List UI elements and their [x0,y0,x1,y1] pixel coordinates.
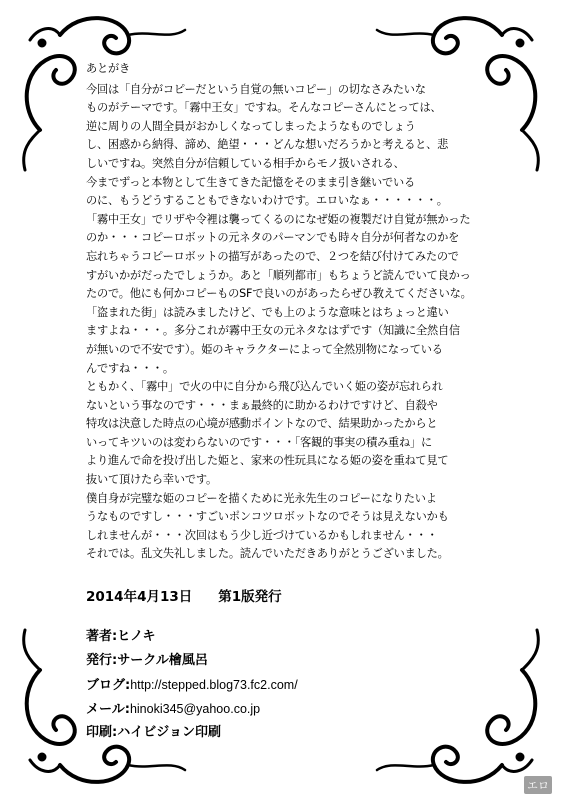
afterword-line: それでは。乱文失礼しました。読んでいただきありがとうございました。 [86,547,449,561]
afterword-line: より進んで命を投げ出した姫と、家来の性玩具になる姫の姿を重ねて見て [86,454,449,468]
afterword-heading: あとがき [86,62,130,75]
printer-label: 印刷: [86,725,118,740]
afterword-line: ともかく、「霧中」で火の中に自分から飛び込んでいく姫の姿が忘れられ [86,380,443,394]
afterword-line: 特攻は決意した時点の心境が感動ポイントなので、結果助かったからと [86,417,438,431]
corner-ornament-bottom-right [377,630,538,782]
afterword-line: が無いので不安です）。姫のキャラクターによって全然別物になっている [86,342,443,356]
afterword-line: のか・・・コピーロボットの元ネタのパーマンでも時々自分が何者なのかを [86,231,460,245]
afterword-line: ないという事なのです・・・まぁ最終的に助かるわけですけど、自殺や [86,398,438,412]
afterword-line: し、困惑から納得、諦め、絶望・・・どんな想いだろうかと考えると、悲 [86,138,449,152]
printer-name: ハイビジョン印刷 [117,725,221,740]
afterword-line: 忘れちゃうコピーロボットの描写があったので、２つを結び付けてみたので [86,249,459,263]
afterword-line: いってキツいのは変わらないのです・・・「客観的事実の積み重ね」に [86,435,433,449]
afterword-line: 僕自身が完璧な姫のコピーを描くために光永先生のコピーになりたいよ [86,491,437,505]
afterword-line: 「盗まれた街」は読みましたけど、でも上のような意味とはちょっと違い [86,305,449,319]
colophon-blog [86,673,298,697]
afterword-line: のに、もうどうすることもできないわけです。エロいなぁ・・・・・・。 [86,194,448,208]
afterword-line: んですね・・・。 [86,361,174,375]
colophon-author [86,625,298,649]
blog-label: ブログ: [86,678,131,693]
author-label: 著者: [86,629,118,644]
edition-date: 2014年4月13日 [86,589,193,605]
colophon-publisher [86,649,298,673]
publisher-name: サークル檜風呂 [117,653,208,668]
blog-url: http://stepped.blog73.fc2.com/ [130,678,298,692]
colophon [86,625,298,745]
mail-label: メール: [86,702,130,717]
afterword-line: しいですね。突然自分が信頼している相手からモノ扱いされる、 [86,156,405,170]
colophon-printer [86,721,298,745]
afterword-line: うなものですし・・・すごいポンコツロボットなのでそうは見えないかも [86,510,449,524]
publisher-label: 発行: [86,653,118,668]
afterword-section [86,60,526,564]
afterword-line: すがいかがだったでしょうか。あと「順列都市」もちょうど読んでいて良かっ [86,268,471,282]
author-name: ヒノキ [117,629,156,644]
edition-label: 第1版発行 [218,589,282,605]
afterword-line: しれませんが・・・次回はもう少し近づけているかもしれません・・・ [86,528,438,542]
afterword-line: 逆に周りの人間全員がおかしくなってしまったようなものでしょう [86,119,416,133]
afterword-body [86,81,526,564]
afterword-line: ものがテーマです。「霧中王女」ですね。そんなコピーさんにとっては、 [86,101,442,115]
afterword-line: 「霧中王女」でリザや令裡は襲ってくるのになぜ姫の複製だけ自覚が無かった [86,212,471,226]
watermark-badge: エロ [524,776,552,794]
colophon-mail [86,697,298,721]
afterword-line: たので。他にも何かコピーものSFで良いのがあったらぜひ教えてくださいな。 [86,287,472,301]
afterword-line: ますよね・・・。多分これが霧中王女の元ネタなはずです（知識に全然自信 [86,324,460,338]
afterword-line: 今回は「自分がコピーだという自覚の無いコピー」の切なさみたいな [86,82,426,96]
afterword-line: 今までずっと本物として生きてきた記憶をそのまま引き継いでいる [86,175,415,189]
edition-line [86,585,282,605]
afterword-line: 抜いて頂けたら幸いです。 [86,473,217,487]
mail-address: hinoki345@yahoo.co.jp [129,702,261,716]
